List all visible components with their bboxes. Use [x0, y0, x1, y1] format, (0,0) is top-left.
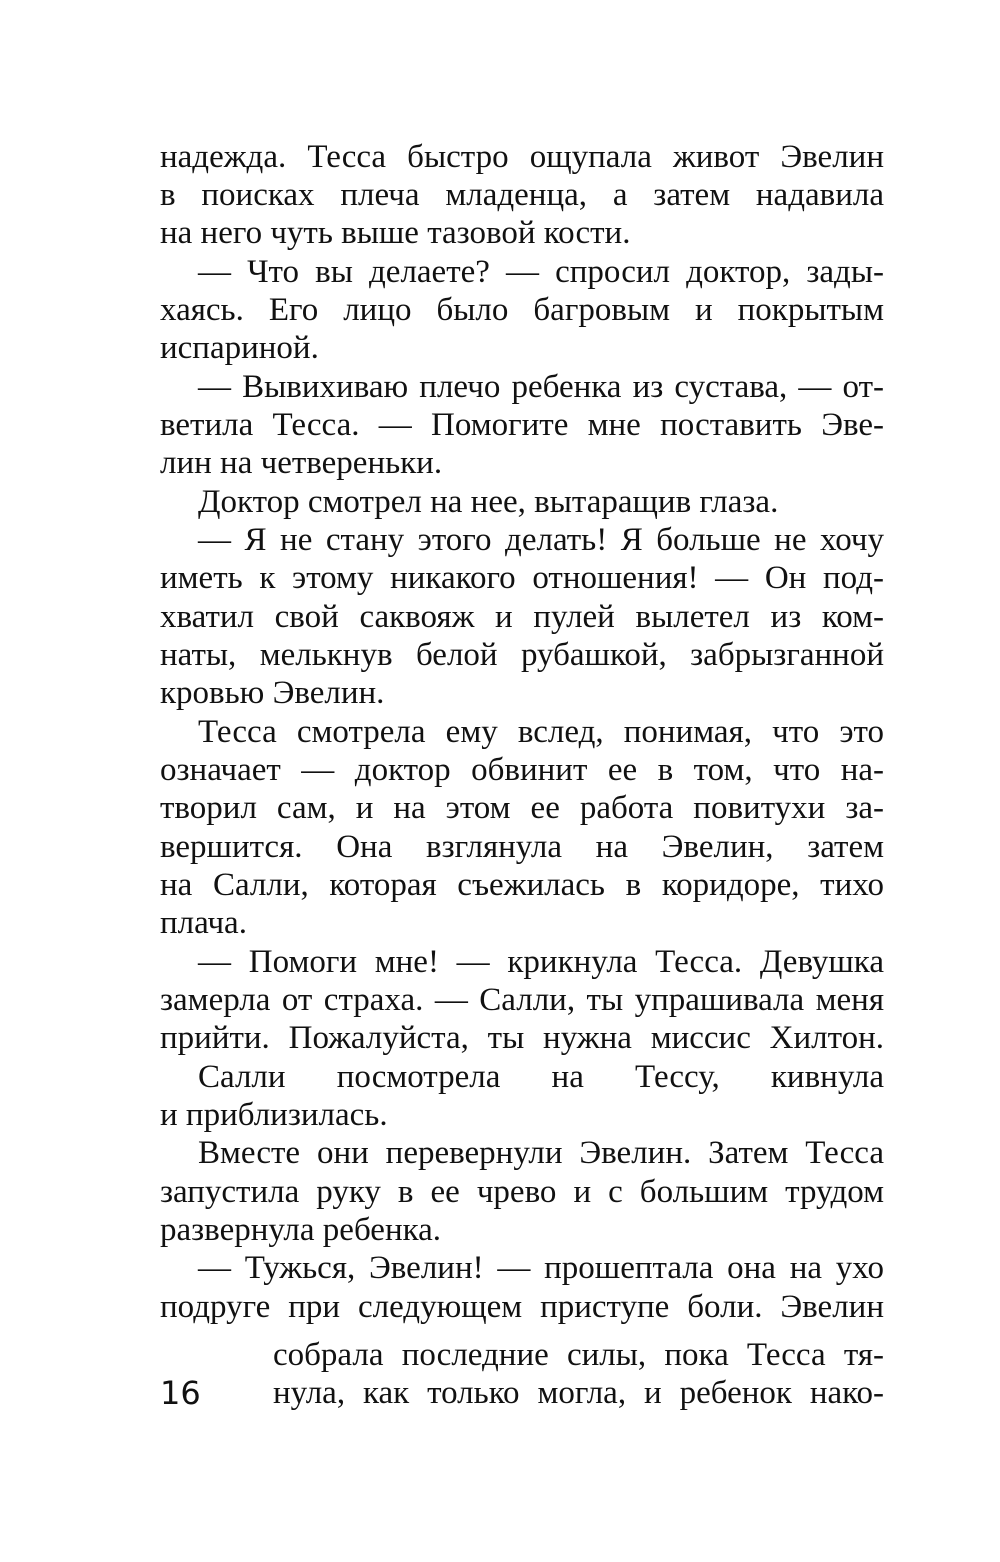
- text-line: замерла от страха. — Салли, ты упрашивала меня: [160, 982, 884, 1018]
- text-line: и приблизилась.: [160, 1097, 388, 1133]
- text-line: вершится. Она взглянула на Эвелин, затем: [160, 829, 884, 865]
- text-line: — Я не стану этого делать! Я больше не хочу: [198, 522, 884, 558]
- text-line: Вместе они перевернули Эвелин. Затем Тесса: [198, 1135, 884, 1171]
- text-line: нула, как только могла, и ребенок нако-: [273, 1375, 884, 1411]
- text-line: надежда. Тесса быстро ощупала живот Эвелин: [160, 139, 884, 175]
- text-line: Тесса смотрела ему вслед, понимая, что это: [198, 714, 884, 750]
- text-line: подруге при следующем приступе боли. Эвелин: [160, 1289, 884, 1325]
- text-line: — Тужься, Эвелин! — прошептала она на ухо: [198, 1250, 884, 1286]
- page-number: 16: [160, 1374, 201, 1412]
- text-line: на него чуть выше тазовой кости.: [160, 215, 631, 251]
- text-line: хаясь. Его лицо было багровым и покрытым: [160, 292, 884, 328]
- text-line: лин на четвереньки.: [160, 445, 443, 481]
- text-line: на Салли, которая съежилась в коридоре, тихо: [160, 867, 884, 903]
- text-line: прийти. Пожалуйста, ты нужна миссис Хилтон.: [160, 1020, 884, 1056]
- text-line: хватил свой саквояж и пулей вылетел из ком-: [160, 599, 884, 635]
- text-line: Доктор смотрел на нее, вытаращив глаза.: [198, 484, 779, 520]
- text-line: — Вывихиваю плечо ребенка из сустава, — от-: [198, 369, 884, 405]
- text-line: творил сам, и на этом ее работа повитухи за-: [160, 790, 884, 826]
- text-line: развернула ребенка.: [160, 1212, 442, 1248]
- text-line: — Что вы делаете? — спросил доктор, зады-: [198, 254, 884, 290]
- text-line: в поисках плеча младенца, а затем надавила: [160, 177, 884, 213]
- text-line: плача.: [160, 905, 247, 941]
- text-line: — Помоги мне! — крикнула Тесса. Девушка: [198, 944, 884, 980]
- text-line: испариной.: [160, 330, 319, 366]
- text-line: иметь к этому никакого отношения! — Он под-: [160, 560, 884, 596]
- text-line: означает — доктор обвинит ее в том, что на-: [160, 752, 884, 788]
- text-line: Салли посмотрела на Тессу, кивнула: [198, 1059, 884, 1095]
- text-line: наты, мелькнув белой рубашкой, забрызганной: [160, 637, 884, 673]
- text-line: запустила руку в ее чрево и с большим трудом: [160, 1174, 884, 1210]
- text-line: ветила Тесса. — Помогите мне поставить Эве-: [160, 407, 884, 443]
- text-line: кровью Эвелин.: [160, 675, 385, 711]
- text-line: собрала последние силы, пока Тесса тя-: [273, 1337, 884, 1373]
